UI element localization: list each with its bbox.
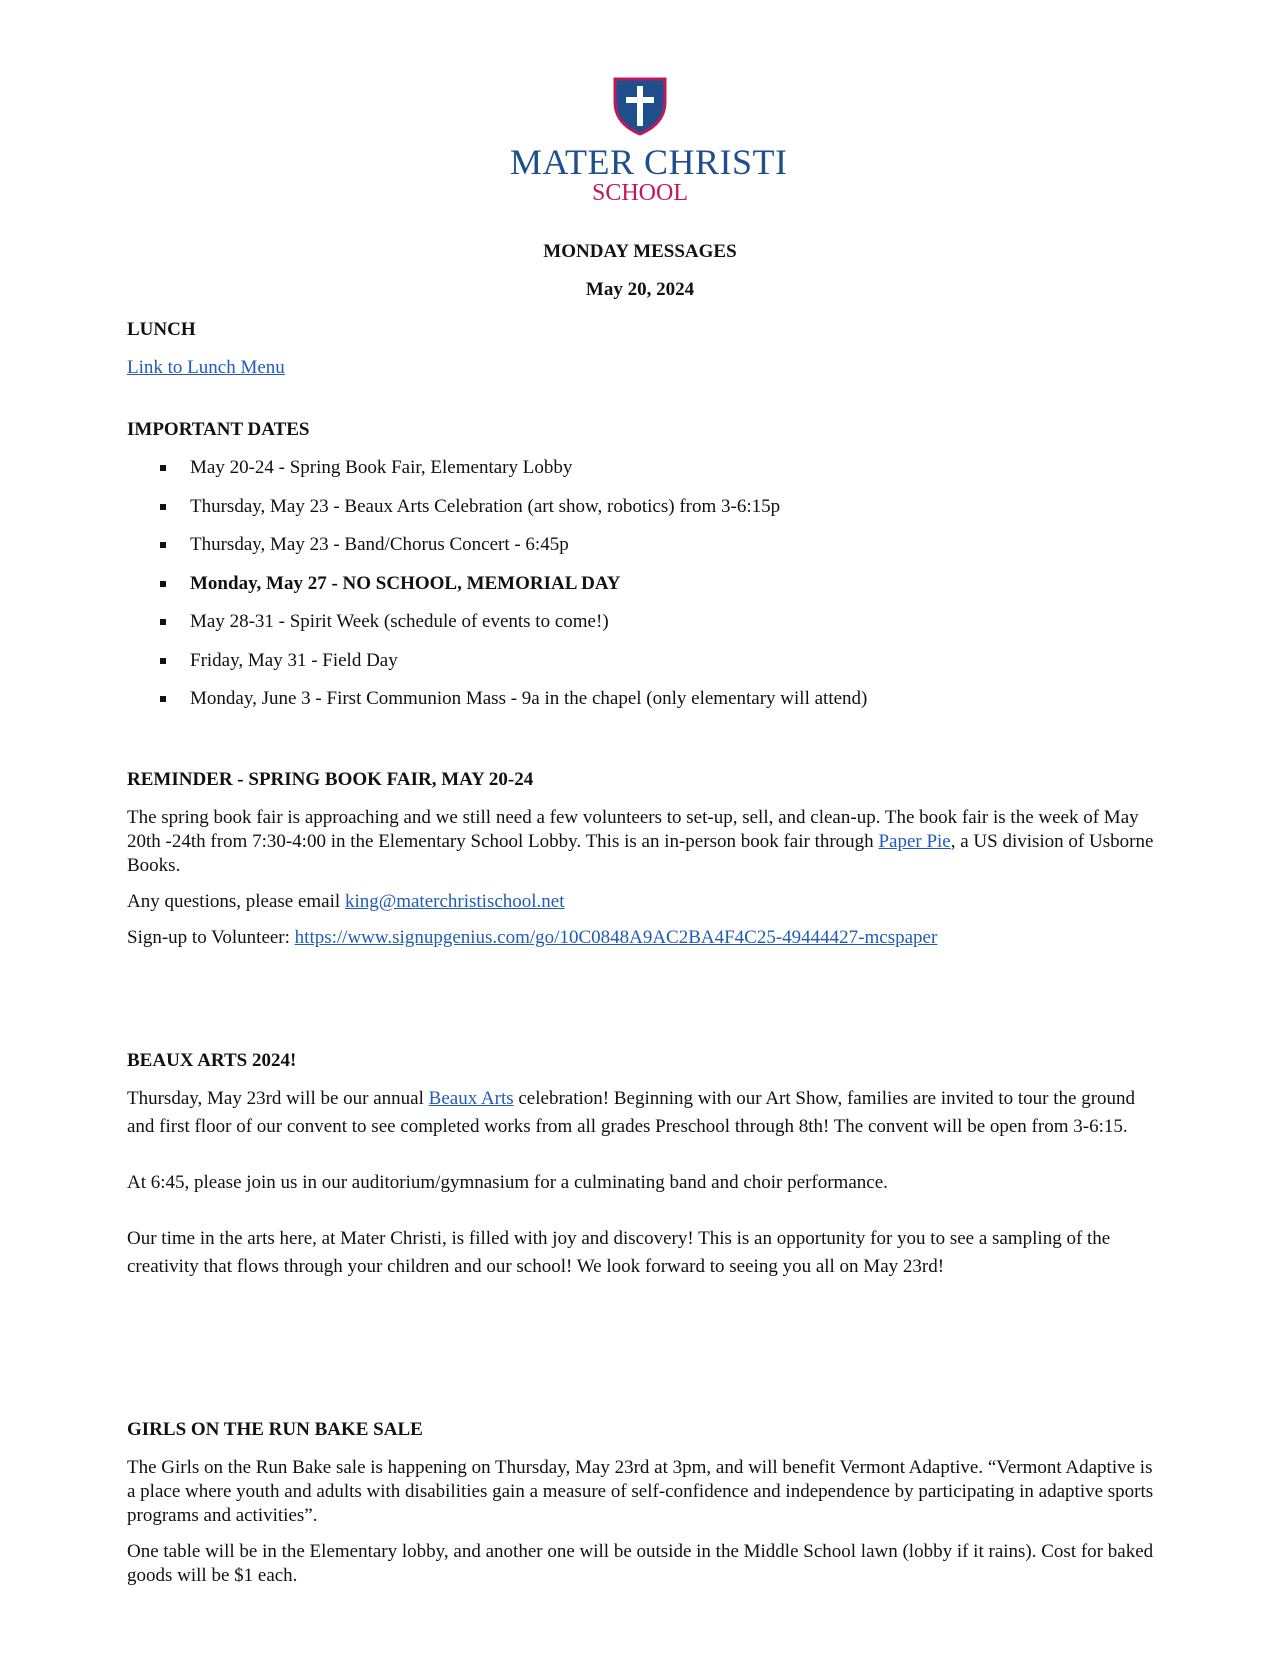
beaux-arts-link[interactable]: Beaux Arts	[428, 1088, 514, 1109]
list-item	[127, 456, 1157, 495]
beaux-arts-paragraph-3: Our time in the arts here, at Mater Christi, is filled with joy and discovery! This is an opportunity for you to see a sampling of the creativity that flows through your children and our school! We look forward to seeing you all on May 23rd!	[127, 1228, 1111, 1277]
book-fair-paragraph	[127, 806, 1157, 878]
lunch-heading: LUNCH	[127, 319, 196, 340]
list-item	[127, 495, 1157, 534]
text-span: Any questions, please email	[127, 891, 345, 912]
bullet-icon	[160, 581, 166, 587]
beaux-arts-paragraph-2: At 6:45, please join us in our auditorium/gymnasium for a culminating band and choir performance.	[127, 1172, 888, 1193]
page-title: MONDAY MESSAGES	[543, 241, 737, 262]
date-item-text: May 28-31 - Spirit Week (schedule of events to come!)	[190, 611, 609, 632]
list-item	[127, 649, 1157, 688]
date-item-text: Monday, June 3 - First Communion Mass - 9a in the chapel (only elementary will attend)	[190, 688, 868, 709]
bullet-icon	[160, 619, 166, 625]
bullet-icon	[160, 542, 166, 548]
email-link[interactable]: king@materchristischool.net	[344, 891, 565, 912]
shield-cross-icon	[612, 76, 668, 136]
date-item-text: Friday, May 31 - Field Day	[190, 649, 398, 671]
bullet-icon	[160, 696, 166, 702]
logo-school-name: MATER CHRISTI	[510, 142, 788, 182]
date-item-text: May 20-24 - Spring Book Fair, Elementary Lobby	[190, 457, 573, 478]
beaux-arts-section	[127, 1049, 1157, 1281]
text-span: The spring book fair is approaching and we still need a few volunteers to set-up, sell, and clean-up. The book fair is the week of May 20th -24th from 7:30-4:00 in the Elementary School Lobby. This is an in-person book fair through	[127, 807, 1139, 852]
signup-link[interactable]: https://www.signupgenius.com/go/10C0848A9AC2BA4F4C25-49444427-mcspaper	[294, 927, 938, 948]
book-fair-section	[127, 768, 1157, 950]
text-span: , a US division of Usborne Books.	[127, 831, 1154, 876]
beaux-arts-heading: BEAUX ARTS 2024!	[127, 1050, 297, 1071]
date-item-text: Thursday, May 23 - Band/Chorus Concert - 6:45p	[190, 534, 569, 555]
logo-school-sub: SCHOOL	[591, 180, 688, 206]
school-logo	[510, 76, 788, 208]
paper-pie-link[interactable]: Paper Pie	[878, 831, 951, 852]
list-item	[127, 533, 1157, 572]
bake-sale-paragraph-1: The Girls on the Run Bake sale is happening on Thursday, May 23rd at 3pm, and will benefit Vermont Adaptive. “Vermont Adaptive is a place where youth and adults with disabilities gain a measure of self-confidence and independence by participating in adaptive sports programs and activities”.	[127, 1457, 1154, 1526]
bake-sale-heading: GIRLS ON THE RUN BAKE SALE	[127, 1419, 423, 1440]
date-item-text: Monday, May 27 - NO SCHOOL, MEMORIAL DAY	[190, 572, 621, 594]
book-fair-signup	[127, 926, 1157, 950]
lunch-section	[127, 318, 1157, 380]
important-dates-section	[127, 418, 1157, 726]
important-dates-list	[127, 456, 1157, 726]
book-fair-questions	[127, 890, 1157, 914]
list-item	[127, 687, 1157, 726]
beaux-arts-paragraph-1	[127, 1085, 1157, 1141]
bake-sale-section	[127, 1418, 1157, 1588]
lunch-menu-link[interactable]: Link to Lunch Menu	[127, 357, 285, 378]
important-dates-heading: IMPORTANT DATES	[127, 419, 310, 440]
list-item	[127, 572, 1157, 611]
bullet-icon	[160, 465, 166, 471]
bullet-icon	[160, 658, 166, 664]
page-date: May 20, 2024	[585, 279, 695, 300]
book-fair-heading: REMINDER - SPRING BOOK FAIR, MAY 20-24	[127, 769, 534, 790]
list-item	[127, 610, 1157, 649]
bake-sale-paragraph-2: One table will be in the Elementary lobby, and another one will be outside in the Middle School lawn (lobby if it rains). Cost for baked goods will be $1 each.	[127, 1541, 1154, 1586]
date-item-text: Thursday, May 23 - Beaux Arts Celebration (art show, robotics) from 3-6:15p	[190, 495, 781, 517]
bullet-icon	[160, 504, 166, 510]
text-span: Thursday, May 23rd will be our annual	[127, 1088, 429, 1109]
text-span: Sign-up to Volunteer:	[127, 927, 295, 948]
text-span: celebration! Beginning with our Art Show, families are invited to tour the ground and first floor of our convent to see completed works from all grades Preschool through 8th! The convent will be open from 3-6:15.	[127, 1088, 1136, 1137]
